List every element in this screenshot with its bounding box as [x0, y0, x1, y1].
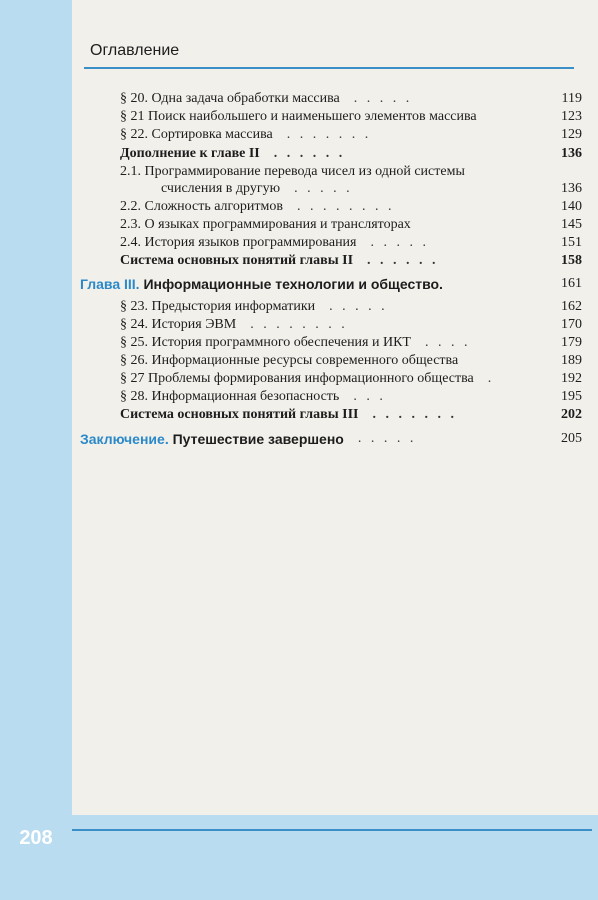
toc-row — [0, 198, 598, 216]
toc-entry-text: § 26. Информационные ресурсы современного общества — [120, 353, 459, 368]
toc-page-number: 158 — [561, 253, 582, 268]
toc-row — [0, 334, 598, 352]
toc-page-number: 145 — [561, 217, 582, 232]
toc-page-number: 129 — [561, 127, 582, 142]
toc-entry-title — [120, 198, 283, 216]
toc-entry-text: § 20. Одна задача обработки массива — [120, 91, 340, 106]
toc-entry-title — [120, 163, 465, 181]
toc-entry-title — [120, 216, 411, 234]
toc-entry-title — [120, 126, 273, 144]
toc-row — [0, 388, 598, 406]
toc-page-number: 192 — [561, 371, 582, 386]
toc-row — [0, 180, 598, 198]
toc-entry-title — [120, 108, 477, 126]
toc-leader-dots: . . . . . — [329, 299, 388, 314]
toc-page-number: 205 — [561, 431, 582, 446]
toc-entry-title — [80, 430, 344, 448]
toc-row — [0, 352, 598, 370]
toc-row — [0, 108, 598, 126]
toc-leader-dots: . . . . . . . — [372, 407, 457, 422]
toc-entry-title — [120, 298, 315, 316]
toc-entry-title — [120, 145, 260, 163]
footer-divider — [72, 829, 592, 831]
toc-page-number: 136 — [561, 181, 582, 196]
toc-page-number: 202 — [561, 407, 582, 422]
toc-leader-dots: . . . . . — [294, 181, 353, 196]
toc-row — [0, 316, 598, 334]
toc-entry-title — [161, 180, 280, 198]
toc-page-number: 161 — [561, 276, 582, 291]
toc-row — [0, 216, 598, 234]
toc-entry-title — [120, 334, 411, 352]
toc-entry-text: Система основных понятий главы II — [120, 253, 354, 268]
toc-page-number: 140 — [561, 199, 582, 214]
toc-leader-dots: . . . . — [425, 335, 471, 350]
toc-entry-title — [120, 234, 357, 252]
toc-leader-dots: . . . — [353, 389, 386, 404]
toc-entry-text: § 22. Сортировка массива — [120, 127, 273, 142]
toc-page-number: 170 — [561, 317, 582, 332]
toc-entry-text: § 27 Проблемы формирования информационного общества — [120, 371, 474, 386]
toc-row — [0, 145, 598, 163]
toc-entry-title — [120, 252, 353, 270]
toc-entry-text: § 23. Предыстория информатики — [120, 299, 316, 314]
toc-page-number: 195 — [561, 389, 582, 404]
toc-entry-text: Дополнение к главе II — [120, 146, 260, 161]
toc-page-number: 123 — [561, 109, 582, 124]
toc-page-number: 151 — [561, 235, 582, 250]
toc-row — [0, 234, 598, 252]
toc-chapter-row — [0, 430, 598, 448]
toc-leader-dots: . . . . . — [370, 235, 429, 250]
toc-leader-dots: . . . . . — [353, 91, 413, 106]
toc-leader-dots: . . . . . . — [367, 253, 439, 268]
toc-page-number: 179 — [561, 335, 582, 350]
toc-entry-text: § 25. История программного обеспечения и ИКТ — [120, 335, 411, 350]
toc-entry-text: 2.2. Сложность алгоритмов — [120, 199, 284, 214]
toc-row — [0, 252, 598, 270]
toc-leader-dots: . — [487, 371, 495, 386]
toc-leader-dots: . . . . . . — [273, 146, 346, 161]
toc-entry-text: Система основных понятий главы III — [120, 407, 359, 422]
toc-page-number: 162 — [561, 299, 582, 314]
toc-page-number: 136 — [561, 146, 582, 161]
toc-entry-text: § 21 Поиск наибольшего и наименьшего элементов массива — [120, 109, 477, 124]
toc-entry-title — [120, 90, 340, 108]
page-header-title: Оглавление — [90, 42, 180, 59]
toc-leader-dots: . . . . . — [357, 431, 417, 446]
toc-page-number: 189 — [561, 353, 582, 368]
toc-entry-text: § 28. Информационная безопасность — [120, 389, 340, 404]
toc-entry-text: 2.1. Программирование перевода чисел из одной системы — [120, 164, 465, 179]
toc-entry-title — [120, 406, 358, 424]
toc-row — [0, 126, 598, 144]
toc-entry-text: Путешествие завершено — [172, 431, 344, 447]
toc-entry-text: 2.3. О языках программирования и трансляторах — [120, 217, 411, 232]
toc-entry-text: 2.4. История языков программирования — [120, 235, 357, 250]
toc-entry-title — [80, 275, 443, 293]
toc-entry-title — [120, 370, 474, 388]
toc-entry-title — [120, 352, 458, 370]
toc-entry-text: счисления в другую — [161, 181, 281, 196]
chapter-label: Глава III. — [80, 276, 144, 292]
toc-row — [0, 370, 598, 388]
toc-leader-dots: . . . . . . . . — [297, 199, 395, 214]
toc-entry-title — [120, 388, 339, 406]
chapter-label: Заключение. — [80, 431, 173, 447]
toc-leader-dots: . . . . . . . . — [250, 317, 348, 332]
page-number: 208 — [19, 826, 53, 849]
toc-entry-title — [120, 316, 236, 334]
toc-chapter-row — [0, 275, 598, 293]
toc-row — [0, 163, 598, 181]
toc-entry-text: § 24. История ЭВМ — [120, 317, 237, 332]
toc-row — [0, 406, 598, 424]
toc-leader-dots: . . . . . . . — [286, 127, 372, 142]
toc-page-number: 119 — [561, 91, 582, 106]
toc-row — [0, 90, 598, 108]
toc-row — [0, 298, 598, 316]
toc-entry-text: Информационные технологии и общество. — [143, 276, 443, 292]
